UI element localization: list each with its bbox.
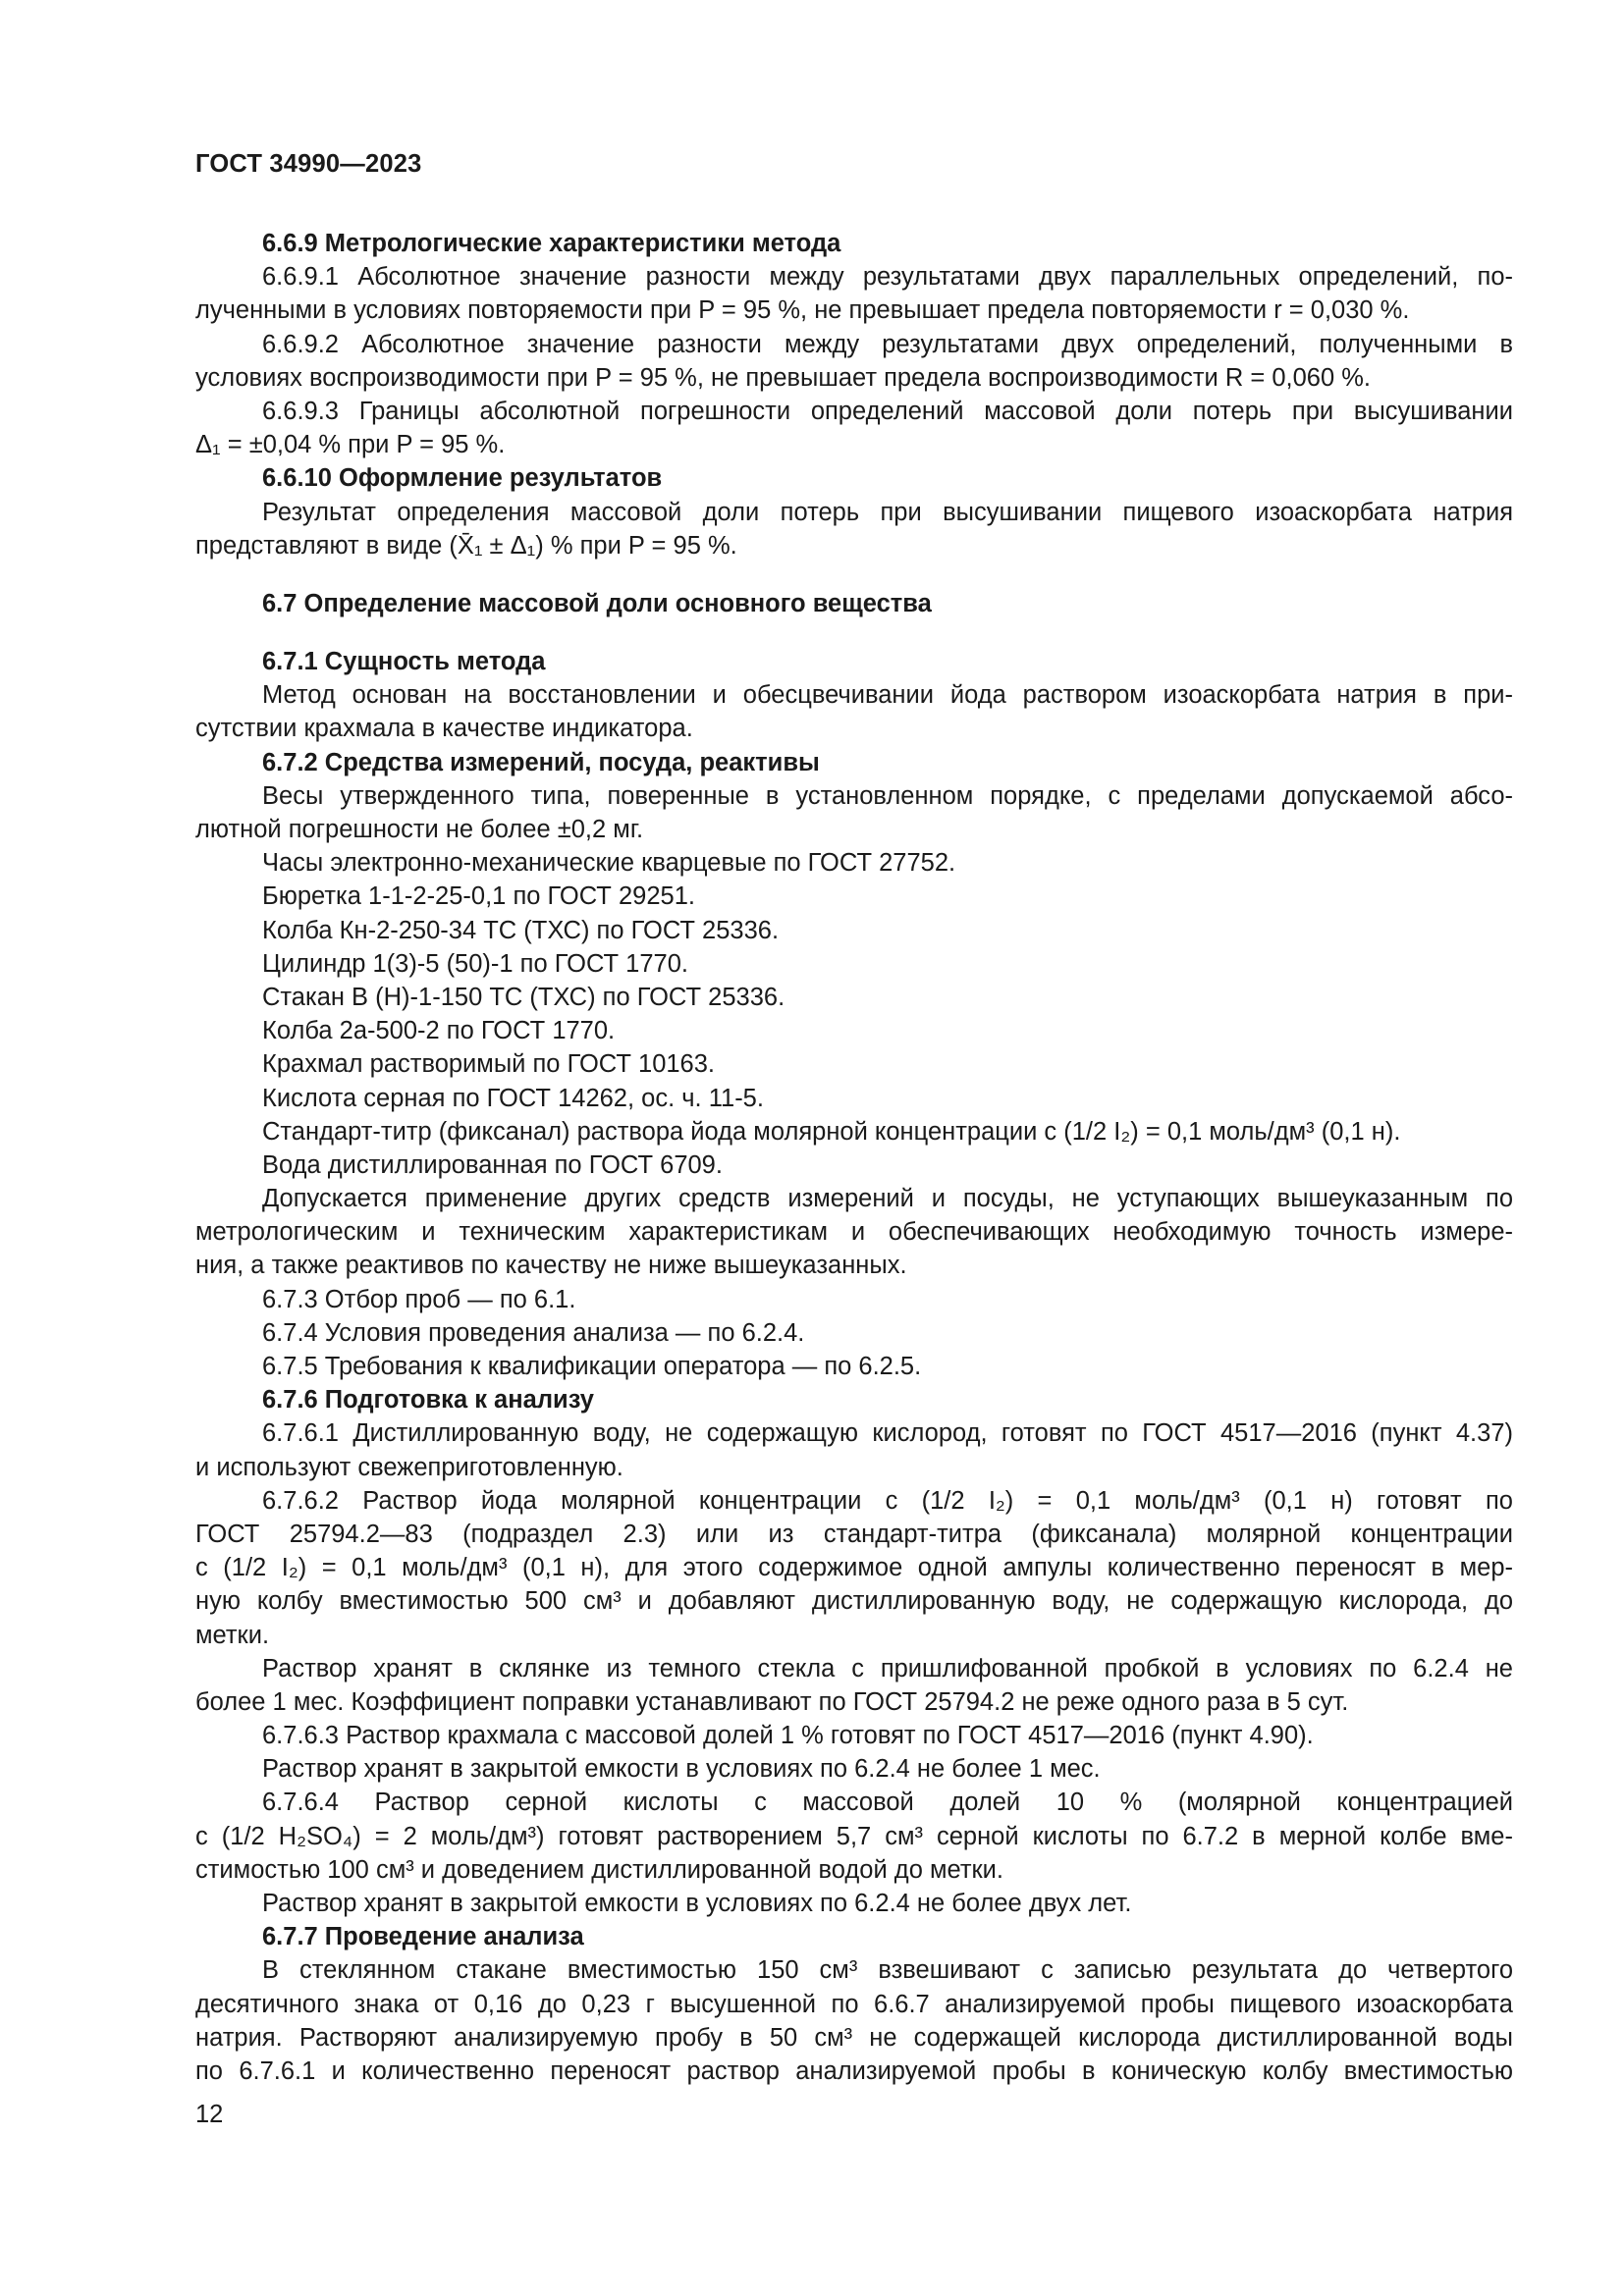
text-line: 6.7.3 Отбор проб — по 6.1. [262, 1285, 576, 1313]
text-line: 6.7.4 Условия проведения анализа — по 6.2.4. [262, 1318, 805, 1347]
section-heading: 6.7.7 Проведение анализа [262, 1923, 584, 1951]
text-line: Допускается применение других средств измерений и посуды, не уступающих вышеуказанным по [262, 1185, 1513, 1213]
text-line: по 6.7.6.1 и количественно переносят раствор анализируемой пробы в коническую колбу вместимостью [195, 2056, 1513, 2085]
text-line: метрологическим и техническим характеристикам и обеспечивающих необходимую точность измере- [195, 1218, 1513, 1247]
document-body [195, 227, 1513, 2088]
text-line: лютной погрешности не более ±0,2 мг. [195, 816, 644, 843]
text-line: ную колбу вместимостью 500 см³ и добавляют дистиллированную воду, не содержащую кислорода, до [195, 1587, 1513, 1616]
text-line: 6.7.5 Требования к квалификации оператора — по 6.2.5. [262, 1353, 922, 1380]
text-line: 6.6.9.3 Границы абсолютной погрешности определений массовой доли потерь при высушивании [262, 397, 1513, 425]
document-code: ГОСТ 34990—2023 [195, 150, 422, 178]
page-number: 12 [195, 2101, 224, 2128]
text-line: В стеклянном стакане вместимостью 150 см³ взвешивают с записью результата до четвертого [262, 1956, 1513, 1985]
text-line: Стандарт-титр (фиксанал) раствора йода молярной концентрации c (1/2 I₂) = 0,1 моль/дм³ (0,1 н). [262, 1117, 1401, 1146]
text-line: Δ₁ = ±0,04 % при P = 95 %. [195, 431, 506, 459]
text-line: 6.7.6.3 Раствор крахмала с массовой долей 1 % готовят по ГОСТ 4517—2016 (пункт 4.90). [262, 1722, 1314, 1750]
text-line: и используют свежеприготовленную. [195, 1453, 623, 1481]
text-line: Цилиндр 1(3)-5 (50)-1 по ГОСТ 1770. [262, 949, 688, 978]
text-line: представляют в виде (X̄₁ ± Δ₁) % при P = 95 %. [195, 531, 737, 560]
section-heading: 6.7.6 Подготовка к анализу [262, 1386, 594, 1415]
text-line: Колба Кн-2-250-34 ТС (ТХС) по ГОСТ 25336. [262, 916, 780, 944]
text-line: Кислота серная по ГОСТ 14262, ос. ч. 11-5. [262, 1084, 764, 1112]
text-line: Стакан В (Н)-1-150 ТС (ТХС) по ГОСТ 25336. [262, 983, 785, 1011]
text-line: Раствор хранят в закрытой емкости в условиях по 6.2.4 не более 1 мес. [262, 1755, 1101, 1784]
text-line: Вода дистиллированная по ГОСТ 6709. [262, 1150, 723, 1179]
text-line: ГОСТ 25794.2—83 (подраздел 2.3) или из стандарт-титра (фиксанала) молярной концентрации [195, 1520, 1513, 1548]
text-line: Колба 2а-500-2 по ГОСТ 1770. [262, 1017, 616, 1045]
text-line: Часы электронно-механические кварцевые по ГОСТ 27752. [262, 849, 956, 878]
text-line: 6.6.9.2 Абсолютное значение разности между результатами двух определений, полученными в [262, 330, 1513, 358]
section-heading: 6.7.1 Сущность метода [262, 648, 546, 676]
text-line: Раствор хранят в закрытой емкости в условиях по 6.2.4 не более двух лет. [262, 1890, 1132, 1917]
text-line: метки. [195, 1621, 270, 1649]
text-line: десятичного знака от 0,16 до 0,23 г высушенной по 6.6.7 анализируемой пробы пищевого изоаскорбата [195, 1990, 1513, 2018]
text-line: ния, а также реактивов по качеству не ниже вышеуказанных. [195, 1252, 907, 1280]
text-line: натрия. Растворяют анализируемую пробу в 50 см³ не содержащей кислорода дистиллированной воды [195, 2023, 1513, 2052]
text-line: условиях воспроизводимости при P = 95 %, не превышает предела воспроизводимости R = 0,060 %. [195, 363, 1372, 392]
text-line: 6.7.6.1 Дистиллированную воду, не содержащую кислород, готовят по ГОСТ 4517—2016 (пункт 4.37) [262, 1419, 1513, 1448]
text-line: Крахмал растворимый по ГОСТ 10163. [262, 1050, 716, 1079]
section-heading: 6.7 Определение массовой доли основного вещества [262, 589, 932, 617]
text-line: стимостью 100 см³ и доведением дистиллированной водой до метки. [195, 1855, 1003, 1884]
text-line: лученными в условиях повторяемости при P = 95 %, не превышает предела повторяемости r = 0,030 %. [195, 296, 1410, 325]
text-line: 6.7.6.4 Раствор серной кислоты с массовой долей 10 % (молярной концентрацией [262, 1789, 1513, 1817]
text-line: сутствии крахмала в качестве индикатора. [195, 715, 693, 743]
text-line: Бюретка 1-1-2-25-0,1 по ГОСТ 29251. [262, 882, 695, 911]
text-line: Раствор хранят в склянке из темного стекла с пришлифованной пробкой в условиях по 6.2.4 не [262, 1654, 1513, 1682]
text-line: Весы утвержденного типа, поверенные в установленном порядке, с пределами допускаемой абсо- [262, 781, 1513, 810]
section-heading: 6.6.10 Оформление результатов [262, 464, 663, 493]
text-line: 6.6.9.1 Абсолютное значение разности между результатами двух параллельных определений, по- [262, 263, 1513, 292]
spacer [195, 562, 1513, 587]
text-line: c (1/2 I₂) = 0,1 моль/дм³ (0,1 н), для этого содержимое одной ампулы количественно переносят в мер- [195, 1554, 1513, 1582]
text-line: c (1/2 H₂SO₄) = 2 моль/дм³) готовят растворением 5,7 см³ серной кислоты по 6.7.2 в мерной колбе вме- [195, 1822, 1513, 1850]
section-heading: 6.7.2 Средства измерений, посуда, реактивы [262, 748, 820, 776]
text-line: 6.7.6.2 Раствор йода молярной концентрации c (1/2 I₂) = 0,1 моль/дм³ (0,1 н) готовят по [262, 1486, 1513, 1515]
text-line: более 1 мес. Коэффициент поправки устанавливают по ГОСТ 25794.2 не реже одного раза в 5 сут. [195, 1687, 1349, 1716]
text-line: Результат определения массовой доли потерь при высушивании пищевого изоаскорбата натрия [262, 498, 1513, 526]
text-line: Метод основан на восстановлении и обесцвечивании йода раствором изоаскорбата натрия в при- [262, 681, 1513, 710]
spacer [195, 620, 1513, 645]
section-heading: 6.6.9 Метрологические характеристики метода [262, 230, 841, 257]
